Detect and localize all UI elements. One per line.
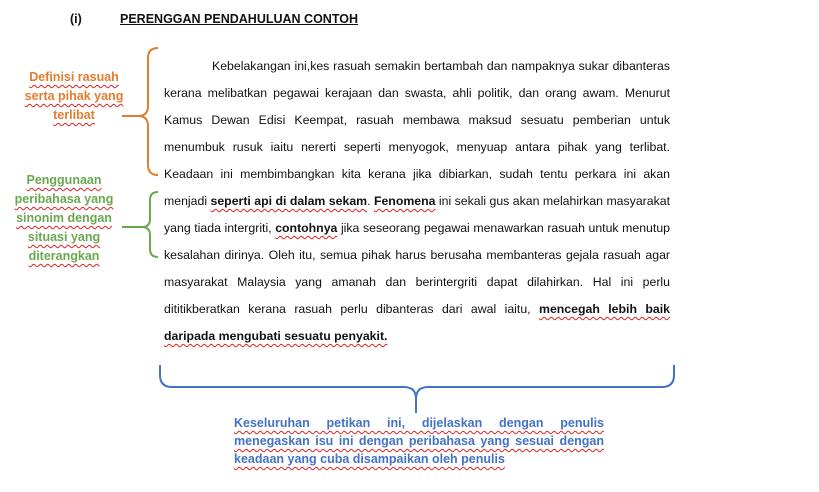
proverb-highlight: seperti api di dalam sekam <box>210 194 368 208</box>
paragraph-text: jika seseorang pegawai menawarkan rasuah untuk menutup kesalahan dirinya. Oleh itu, semua pihak harus berusaha membanteras gejala rasuah agar masyarakat Malaysia yang amanah dan berintergriti dapat dilahirkan. Hal ini perlu dititikberatkan kerana rasuah perlu dibanteras dari awal iaitu, <box>164 221 670 316</box>
proverb-note-text: Penggunaan peribahasa yang sinonim dengan situasi yang diterangkan <box>14 173 114 263</box>
connector-word: contohnya <box>275 221 338 235</box>
summary-brace <box>160 365 674 399</box>
section-title: PERENGGAN PENDAHULUAN CONTOH <box>120 12 358 26</box>
paragraph-text: ini sekali gus akan melahirkan masyarakat yang tiada intergriti, <box>164 194 670 235</box>
connector-word: Fenomena <box>373 194 436 208</box>
definition-bracket <box>138 48 158 175</box>
paragraph-text: . <box>367 194 374 208</box>
summary-note-text: Keseluruhan petikan ini, dijelaskan dengan penulis menegaskan isu ini dengan peribahasa yang sesuai dengan keadaan yang cuba disampaikan oleh penulis <box>234 416 604 466</box>
section-number: (i) <box>70 12 82 26</box>
summary-note <box>234 414 604 468</box>
proverb-highlight: mencegah lebih baik daripada mengubati sesuatu penyakit. <box>164 302 670 343</box>
paragraph-text: Kebelakangan ini,kes rasuah semakin bertambah dan nampaknya sukar dibanteras kerana melibatkan pegawai kerajaan dan swasta, ahli politik, dan orang awam. Menurut Kamus Dewan Edisi Keempat, rasuah membawa maksud sesuatu pemberian untuk menumbuk rusuk iaitu nererti seperti menyogok, menyuap antara pihak yang terlibat. Keadaan ini membimbangkan kita kerana jika dibiarkan, sudah tentu perkara ini akan menjadi <box>164 59 670 208</box>
proverb-bracket <box>142 192 158 257</box>
sample-paragraph <box>164 53 670 350</box>
definition-note-text: Definisi rasuah serta pihak yang terlibat <box>24 70 124 122</box>
